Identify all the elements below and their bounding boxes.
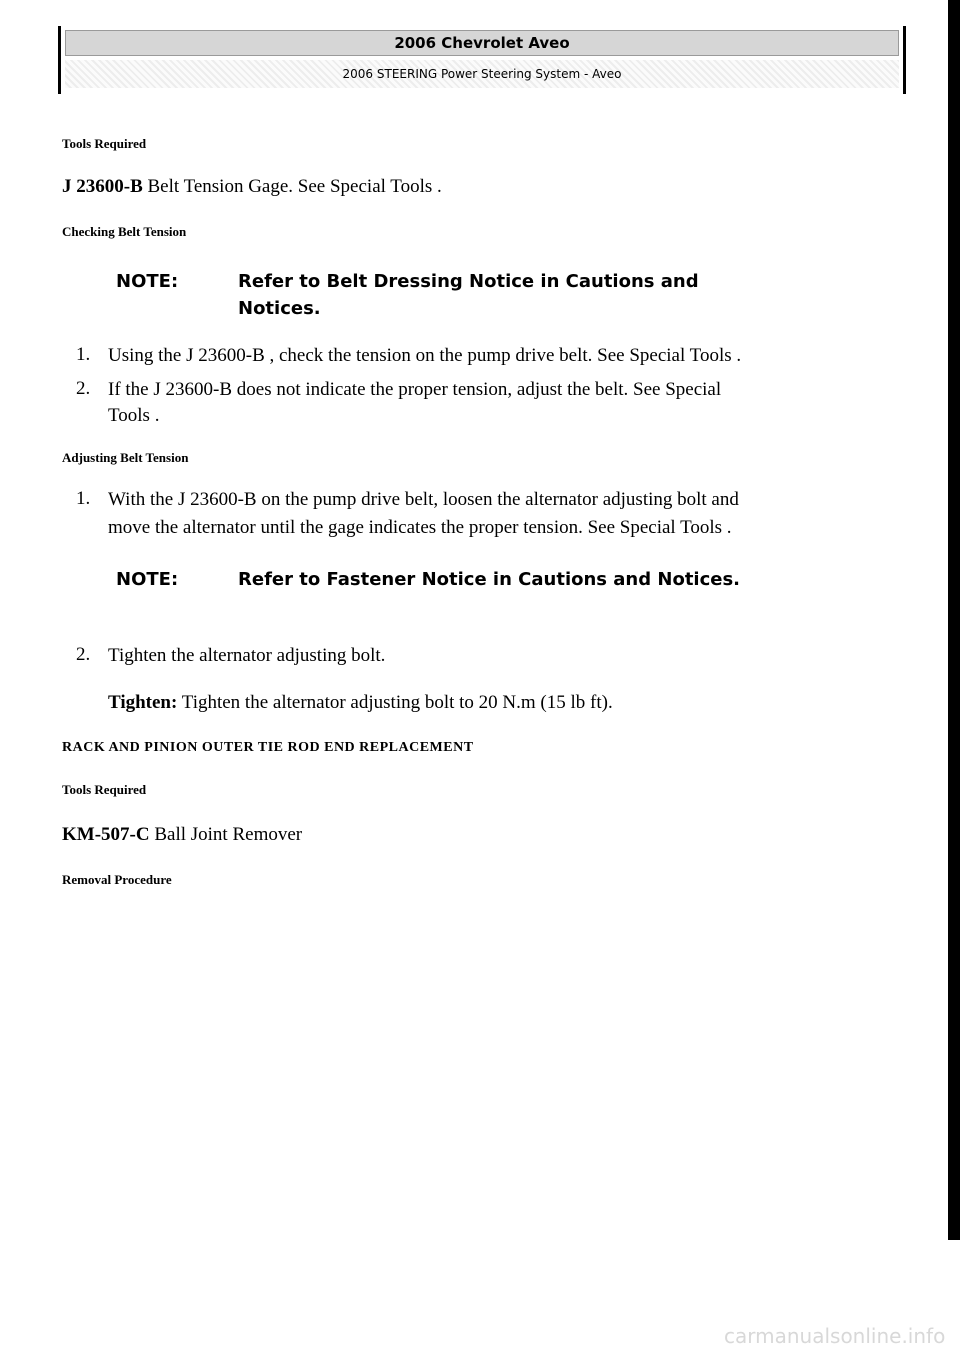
tool-line — [62, 824, 302, 846]
adjusting-belt-tension-heading: Adjusting Belt Tension — [62, 450, 189, 465]
note-belt-dressing — [116, 268, 756, 324]
tighten-text: Tighten the alternator adjusting bolt to 20 N.m (15 lb ft). — [177, 692, 613, 713]
step-text-cont: Tools . — [108, 405, 160, 426]
tool-name: J 23600-B — [62, 176, 143, 197]
header-subtitle-bar — [61, 58, 903, 88]
header-title: 2006 Chevrolet Aveo — [65, 30, 899, 56]
step-number: 2. — [76, 644, 91, 665]
note-label: NOTE: — [116, 271, 179, 292]
note-text: Refer to Fastener Notice in Cautions and Notices. — [238, 569, 741, 590]
note-text: Refer to Belt Dressing Notice in Cautions and Notices. — [238, 271, 699, 319]
step-text-cont: move the alternator until the gage indicates the proper tension. See Special Tools . — [108, 517, 732, 538]
step-number: 2. — [76, 378, 91, 399]
page-edge-bar — [948, 0, 960, 1240]
tools-required-heading: Tools Required — [62, 782, 147, 797]
note-fastener — [116, 566, 756, 622]
header-subtitle: 2006 STEERING Power Steering System - Aveo — [65, 60, 899, 88]
tool-name: KM-507-C — [62, 824, 150, 845]
step-text: If the J 23600-B does not indicate the proper tension, adjust the belt. See Special — [108, 379, 722, 400]
watermark-text: carmanualsonline.info — [724, 1324, 946, 1348]
section-title: RACK AND PINION OUTER TIE ROD END REPLACEMENT — [62, 740, 474, 755]
tool-line — [62, 176, 442, 198]
note-label: NOTE: — [116, 569, 179, 590]
step-number: 1. — [76, 488, 91, 509]
tighten-spec — [108, 692, 613, 714]
tools-required-heading: Tools Required — [62, 136, 147, 151]
step-text: Tighten the alternator adjusting bolt. — [108, 645, 386, 666]
step-text: Using the J 23600-B , check the tension on the pump drive belt. See Special Tools . — [108, 345, 742, 366]
removal-procedure-heading: Removal Procedure — [62, 872, 172, 887]
step-number: 1. — [76, 344, 91, 365]
tool-description: Belt Tension Gage. See Special Tools . — [142, 176, 442, 197]
page-header — [58, 26, 906, 94]
step-text: With the J 23600-B on the pump drive belt, loosen the alternator adjusting bolt and — [108, 489, 739, 510]
checking-belt-tension-heading: Checking Belt Tension — [62, 224, 187, 239]
tighten-label: Tighten: — [108, 692, 178, 713]
tool-description: Ball Joint Remover — [149, 824, 303, 845]
